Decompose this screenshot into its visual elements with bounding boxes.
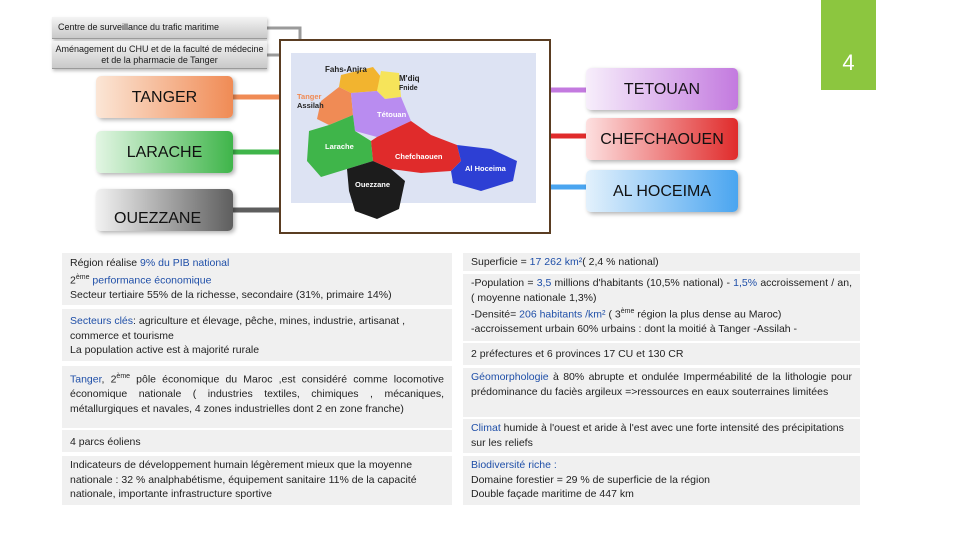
tag-traffic-surveillance: Centre de surveillance du trafic maritime bbox=[52, 17, 267, 39]
province-tanger: TANGER bbox=[96, 76, 233, 118]
map-label-fahs-anjra: Fahs-Anjra bbox=[325, 65, 367, 74]
text: ( 3 bbox=[605, 308, 621, 321]
map-label-chefchaouen: Chefchaouen bbox=[395, 152, 443, 161]
highlight-text: 3,5 bbox=[536, 277, 552, 289]
province-ouezzane: OUEZZANE bbox=[96, 189, 233, 231]
province-chefchaouen bbox=[586, 118, 738, 160]
right-panel-block-biodiversity bbox=[463, 456, 860, 505]
economy-line-2 bbox=[70, 271, 444, 288]
region-map bbox=[279, 39, 551, 234]
text: : agriculture et élevage, pêche, mines, industrie, artisanat , commerce et tourisme bbox=[70, 315, 406, 342]
map-label-mdiq-2: Fnide bbox=[399, 85, 418, 92]
highlight-text: 206 habitants /km² bbox=[519, 308, 606, 321]
superscript: ème bbox=[116, 373, 131, 380]
area-line bbox=[471, 255, 852, 270]
admin-line: 2 préfectures et 6 provinces 17 CU et 130 CR bbox=[471, 348, 684, 360]
sectors-line-1 bbox=[70, 314, 444, 343]
map-label-tanger-2: Assilah bbox=[297, 101, 324, 110]
province-alhoceima: AL HOCEIMA bbox=[586, 170, 738, 212]
population-line-3: -accroissement urbain 60% urbains : dont la moitié à Tanger -Assilah - bbox=[471, 323, 798, 335]
population-line-1 bbox=[471, 276, 852, 305]
tag-chu-development: Aménagement du CHU et de la faculté de médecine et de la pharmacie de Tanger bbox=[52, 41, 267, 69]
biodiversity-line-3: Double façade maritime de 447 km bbox=[471, 488, 634, 500]
left-panel-block-wind bbox=[62, 430, 452, 454]
map-label-tetouan: Tétouan bbox=[377, 110, 407, 119]
climate-paragraph bbox=[471, 421, 852, 450]
province-tetouan: TETOUAN bbox=[586, 68, 738, 110]
map-label-alhoceima: Al Hoceima bbox=[465, 164, 506, 173]
text: 2 bbox=[70, 274, 76, 286]
text: millions d'habitants (10,5% national) - bbox=[551, 277, 734, 289]
highlight-text: 17 262 km² bbox=[529, 256, 583, 268]
left-panel-block-sectors bbox=[62, 309, 452, 363]
highlight-text: Secteurs clés bbox=[70, 315, 134, 327]
economy-line-3: Secteur tertiaire 55% de la richesse, secondaire (31%, primaire 14%) bbox=[70, 288, 392, 301]
text: , 2 bbox=[101, 373, 117, 386]
left-panel-block-development bbox=[62, 456, 452, 505]
text: ( 2,4 % national) bbox=[582, 256, 659, 268]
text: Superficie = bbox=[471, 256, 530, 268]
right-panel-block-geomorphology bbox=[463, 368, 860, 419]
highlight-text: Climat bbox=[471, 422, 501, 434]
text: accroissement / an, ( moyenne nationale 1,3%) bbox=[471, 277, 852, 304]
province-larache: LARACHE bbox=[96, 131, 233, 173]
left-panel-block-economy bbox=[62, 253, 452, 307]
map-label-tanger-1: Tanger bbox=[297, 92, 322, 101]
biodiversity-line-2: Domaine forestier = 29 % de superficie de la région bbox=[471, 473, 711, 486]
left-panel-block-tanger bbox=[62, 366, 452, 430]
highlight-text: Tanger bbox=[70, 373, 102, 386]
right-panel-block-admin bbox=[463, 343, 860, 367]
map-label-ouezzane: Ouezzane bbox=[355, 180, 391, 189]
highlight-text: 9% du PIB national bbox=[140, 257, 230, 269]
text: -Population = bbox=[471, 277, 537, 289]
text: à 80% abrupte et ondulée Imperméabilité de la lithologie pour prédominance du faciès argileux =>ressources en eaux souterraines limitées bbox=[471, 371, 852, 398]
text: région la plus dense au Maroc) bbox=[634, 308, 782, 321]
highlight-text: Géomorphologie bbox=[471, 371, 549, 383]
text: humide à l'ouest et aride à l'est avec une forte intensité des précipitations sur les reliefs bbox=[471, 422, 844, 449]
text: pôle économique du Maroc ,est considéré comme locomotive économique nationale ( industries textiles, chimiques , mécaniques, métallurgiques et navales, 4 zones industrielles dont 2 en zone franche) bbox=[70, 373, 444, 415]
wind-parks: 4 parcs éoliens bbox=[70, 436, 141, 448]
biodiversity-title: Biodiversité riche : bbox=[471, 459, 557, 471]
highlight-text: performance économique bbox=[89, 274, 212, 286]
text: -Densité= bbox=[471, 308, 520, 321]
economy-line-1 bbox=[70, 256, 444, 271]
geomorphology-paragraph bbox=[471, 370, 852, 399]
text: Région réalise bbox=[70, 257, 141, 269]
sectors-line-2: La population active est à majorité rurale bbox=[70, 344, 260, 356]
superscript: ème bbox=[75, 273, 90, 281]
province-chefchaouen-label: CHEFCHAOUEN bbox=[600, 130, 724, 148]
right-panel-block-population bbox=[463, 274, 860, 343]
map-label-larache: Larache bbox=[325, 142, 354, 151]
superscript: ème bbox=[620, 308, 635, 315]
right-panel-block-area bbox=[463, 253, 860, 273]
map-label-mdiq-1: M'diq bbox=[399, 74, 420, 83]
page-number: 4 bbox=[821, 0, 876, 90]
population-line-2 bbox=[471, 305, 852, 322]
highlight-text: 1,5% bbox=[733, 277, 758, 289]
tanger-paragraph bbox=[70, 370, 444, 416]
right-panel-block-climate bbox=[463, 419, 860, 455]
development-paragraph: Indicateurs de développement humain légèrement mieux que la moyenne nationale : 32 % analphabétisme, équipement sanitaire 11% de la capacité nationale, importante infrastructure sportive bbox=[70, 459, 417, 500]
